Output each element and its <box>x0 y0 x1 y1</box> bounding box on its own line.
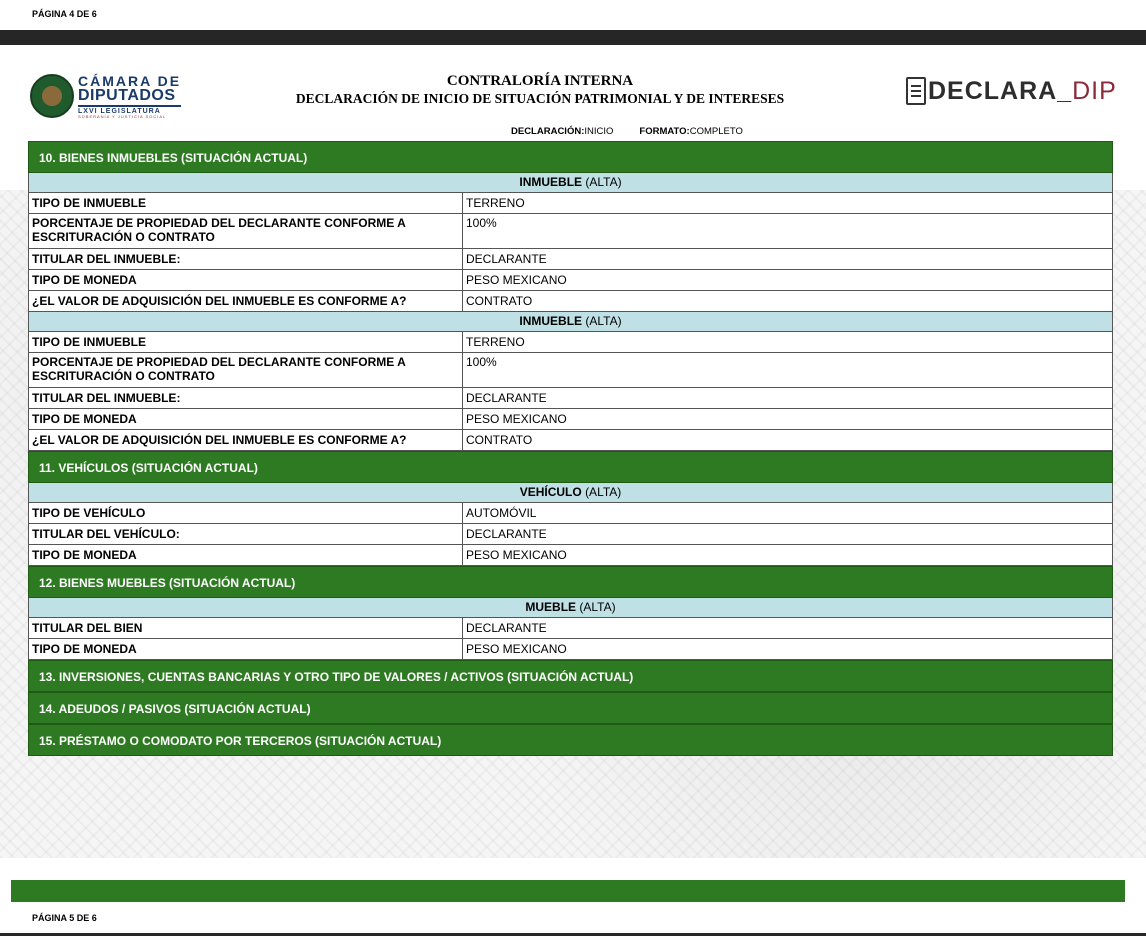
row-key: PORCENTAJE DE PROPIEDAD DEL DECLARANTE CONFORME A ESCRITURACIÓN O CONTRATO <box>29 353 463 387</box>
section-header-15: 15. PRÉSTAMO O COMODATO POR TERCEROS (SITUACIÓN ACTUAL) <box>28 724 1113 756</box>
row-key: TIPO DE VEHÍCULO <box>29 503 463 523</box>
page-of: DE <box>76 913 90 923</box>
declara-text: DECLARA_ <box>928 76 1073 105</box>
section-header-14: 14. ADEUDOS / PASIVOS (SITUACIÓN ACTUAL) <box>28 692 1113 724</box>
row-key: ¿EL VALOR DE ADQUISICIÓN DEL INMUEBLE ES CONFORME A? <box>29 430 463 450</box>
document-icon <box>906 77 926 105</box>
camara-line4: SOBERANÍA Y JUSTICIA SOCIAL <box>78 113 167 119</box>
section-header-12: 12. BIENES MUEBLES (SITUACIÓN ACTUAL) <box>28 566 1113 598</box>
page-total: 6 <box>91 913 97 923</box>
row-value: PESO MEXICANO <box>466 412 567 426</box>
page-number-top <box>32 9 97 19</box>
row-value: CONTRATO <box>466 433 533 447</box>
row-value: PESO MEXICANO <box>466 642 567 656</box>
row-value: DECLARANTE <box>466 391 547 405</box>
table-row <box>28 353 1113 388</box>
item-subheader <box>28 483 1113 503</box>
row-value: 100% <box>466 216 497 230</box>
table-row <box>28 270 1113 291</box>
row-key: PORCENTAJE DE PROPIEDAD DEL DECLARANTE CONFORME A ESCRITURACIÓN O CONTRATO <box>29 214 463 248</box>
page-current: 5 <box>69 913 75 923</box>
table-row <box>28 388 1113 409</box>
section-header-10: 10. BIENES INMUEBLES (SITUACIÓN ACTUAL) <box>28 141 1113 173</box>
table-row <box>28 249 1113 270</box>
formato-label: FORMATO: <box>639 126 690 137</box>
row-value: AUTOMÓVIL <box>466 506 537 520</box>
row-value: TERRENO <box>466 196 525 210</box>
camara-diputados-logo <box>30 72 190 120</box>
row-key: TIPO DE MONEDA <box>29 270 463 290</box>
table-row <box>28 545 1113 566</box>
item-type: MUEBLE <box>525 600 577 614</box>
item-status: (ALTA) <box>585 175 622 189</box>
row-value: PESO MEXICANO <box>466 273 567 287</box>
row-key: TIPO DE INMUEBLE <box>29 332 463 352</box>
camara-line3: LXVI LEGISLATURA <box>78 105 181 115</box>
table-row <box>28 524 1113 545</box>
page-label: PÁGINA <box>32 913 67 923</box>
row-key: TITULAR DEL VEHÍCULO: <box>29 524 463 544</box>
declaration-content <box>28 141 1113 756</box>
dip-text: DIP <box>1072 76 1117 105</box>
row-value: DECLARANTE <box>466 527 547 541</box>
row-value: PESO MEXICANO <box>466 548 567 562</box>
row-key: TIPO DE MONEDA <box>29 639 463 659</box>
declaracion-value: INICIO <box>584 126 614 137</box>
camara-text <box>78 74 181 119</box>
item-type: INMUEBLE <box>519 314 583 328</box>
item-type: INMUEBLE <box>519 175 583 189</box>
declaracion-label: DECLARACIÓN: <box>511 126 585 137</box>
table-row <box>28 503 1113 524</box>
page-of: DE <box>76 9 90 19</box>
formato-value: COMPLETO <box>689 126 743 137</box>
bottom-green-bar <box>11 880 1125 902</box>
row-key: TIPO DE INMUEBLE <box>29 193 463 213</box>
item-status: (ALTA) <box>579 600 616 614</box>
table-row <box>28 409 1113 430</box>
row-value: CONTRATO <box>466 294 533 308</box>
section-header-13: 13. INVERSIONES, CUENTAS BANCARIAS Y OTRO TIPO DE VALORES / ACTIVOS (SITUACIÓN ACTUAL) <box>28 660 1113 692</box>
top-dark-bar <box>0 30 1146 45</box>
item-subheader <box>28 598 1113 618</box>
table-row <box>28 639 1113 660</box>
row-value: TERRENO <box>466 335 525 349</box>
declara-dip-logo <box>906 76 1117 106</box>
page-label: PÁGINA <box>32 9 67 19</box>
row-value: DECLARANTE <box>466 252 547 266</box>
row-key: TIPO DE MONEDA <box>29 409 463 429</box>
table-row <box>28 618 1113 639</box>
document-title-block <box>240 73 840 107</box>
row-key: TITULAR DEL INMUEBLE: <box>29 249 463 269</box>
page-current: 4 <box>69 9 75 19</box>
item-subheader <box>28 312 1113 332</box>
seal-icon <box>30 74 74 118</box>
item-type: VEHÍCULO <box>519 485 582 499</box>
declaration-meta <box>511 126 743 137</box>
row-key: TITULAR DEL INMUEBLE: <box>29 388 463 408</box>
document-title: CONTRALORÍA INTERNA <box>446 73 634 89</box>
item-subheader <box>28 173 1113 193</box>
item-status: (ALTA) <box>585 485 622 499</box>
page-number-bottom <box>32 913 97 923</box>
item-status: (ALTA) <box>585 314 622 328</box>
table-row <box>28 430 1113 451</box>
table-row <box>28 214 1113 249</box>
table-row <box>28 193 1113 214</box>
camara-line2: DIPUTADOS <box>78 86 176 104</box>
row-key: ¿EL VALOR DE ADQUISICIÓN DEL INMUEBLE ES CONFORME A? <box>29 291 463 311</box>
row-key: TITULAR DEL BIEN <box>29 618 463 638</box>
camara-line1: CÁMARA DE <box>78 72 182 89</box>
section-header-11: 11. VEHÍCULOS (SITUACIÓN ACTUAL) <box>28 451 1113 483</box>
document-subtitle: DECLARACIÓN DE INICIO DE SITUACIÓN PATRIMONIAL Y DE INTERESES <box>295 91 785 106</box>
table-row <box>28 291 1113 312</box>
page-total: 6 <box>91 9 97 19</box>
table-row <box>28 332 1113 353</box>
row-key: TIPO DE MONEDA <box>29 545 463 565</box>
row-value: 100% <box>466 355 497 369</box>
row-value: DECLARANTE <box>466 621 547 635</box>
